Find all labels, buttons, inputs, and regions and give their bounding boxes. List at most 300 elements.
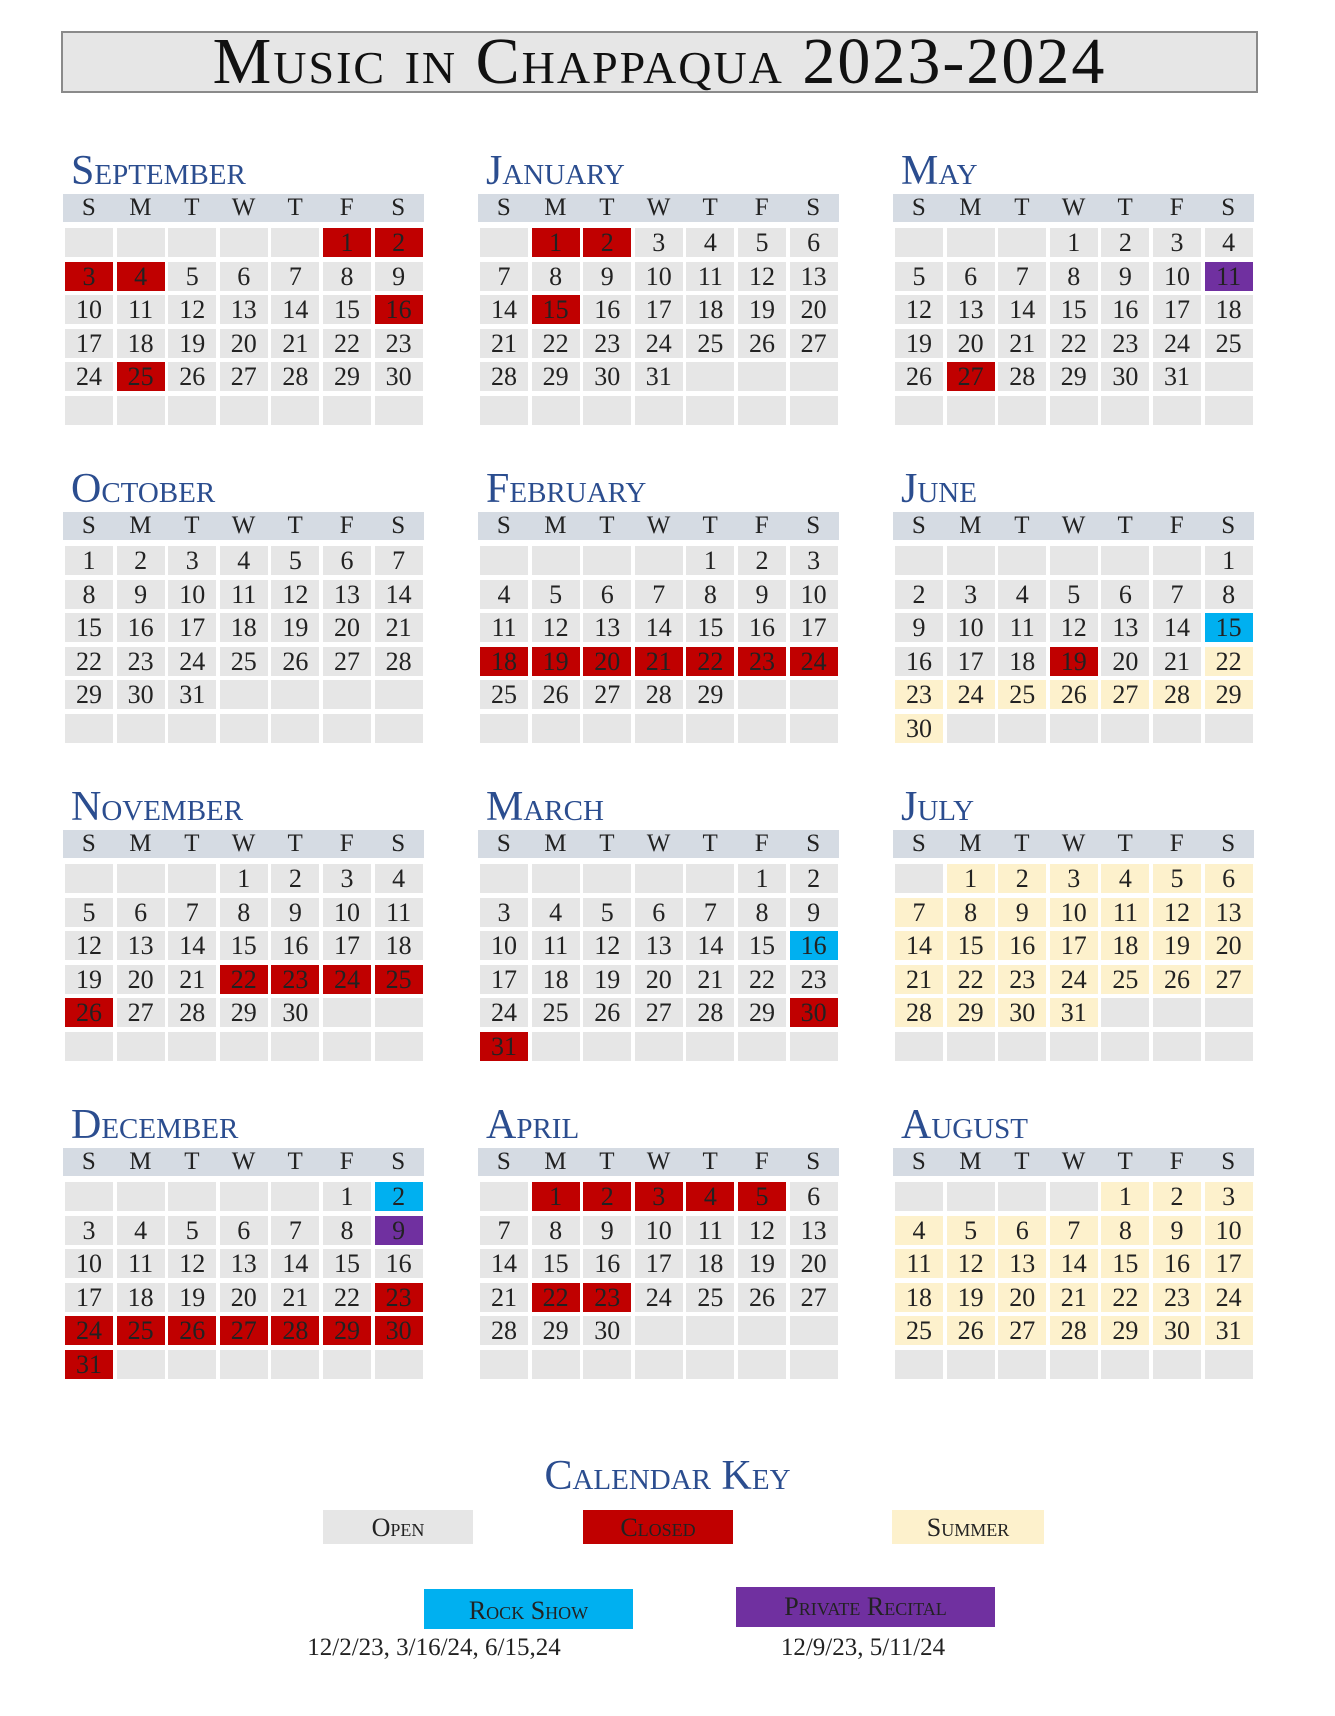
weekday-label: T — [702, 512, 718, 539]
day-cell: 25 — [375, 965, 423, 994]
day-cell: 15 — [947, 931, 995, 960]
day-cell: 29 — [532, 362, 580, 391]
day-cell: 1 — [323, 1182, 371, 1211]
weekday-label: W — [646, 194, 671, 221]
empty-cell — [998, 1350, 1046, 1379]
empty-cell — [998, 546, 1046, 575]
weekday-label: W — [1061, 512, 1086, 539]
day-cell: 12 — [168, 1249, 216, 1278]
day-cell: 9 — [375, 1216, 423, 1245]
day-cell: 16 — [117, 613, 165, 642]
empty-cell — [738, 1032, 786, 1061]
day-cell: 3 — [1153, 228, 1201, 257]
empty-cell — [635, 714, 683, 743]
empty-cell — [583, 864, 631, 893]
day-cell: 8 — [323, 1216, 371, 1245]
day-cell: 24 — [65, 1316, 113, 1345]
weekday-label: W — [231, 1148, 256, 1175]
day-cell: 22 — [220, 965, 268, 994]
weekday-label: W — [646, 830, 671, 857]
day-cell: 26 — [168, 1316, 216, 1345]
day-cell: 10 — [168, 580, 216, 609]
empty-cell — [271, 228, 319, 257]
day-cell: 16 — [583, 1249, 631, 1278]
day-cell: 16 — [375, 1249, 423, 1278]
empty-cell — [1101, 1032, 1149, 1061]
day-cell: 3 — [1050, 864, 1098, 893]
day-cell: 17 — [480, 965, 528, 994]
day-cell: 7 — [895, 898, 943, 927]
weekday-label: F — [1169, 512, 1184, 539]
day-cell: 5 — [1153, 864, 1201, 893]
day-cell: 5 — [947, 1216, 995, 1245]
day-cell: 5 — [271, 546, 319, 575]
weekday-label: T — [702, 830, 718, 857]
day-cell: 17 — [168, 613, 216, 642]
weekday-label: T — [599, 512, 615, 539]
empty-cell — [998, 1032, 1046, 1061]
day-cell: 15 — [323, 295, 371, 324]
day-cell: 17 — [323, 931, 371, 960]
weekday-label: F — [754, 512, 769, 539]
empty-cell — [686, 1032, 734, 1061]
day-cell: 9 — [271, 898, 319, 927]
day-cell: 2 — [998, 864, 1046, 893]
day-cell: 27 — [790, 1283, 838, 1312]
empty-cell — [947, 1182, 995, 1211]
day-cell: 1 — [1205, 546, 1253, 575]
day-cell: 14 — [998, 295, 1046, 324]
day-cell: 8 — [947, 898, 995, 927]
weekday-header — [893, 830, 1254, 858]
day-cell: 28 — [635, 680, 683, 709]
day-cell: 15 — [532, 295, 580, 324]
day-cell: 16 — [583, 295, 631, 324]
empty-cell — [220, 1182, 268, 1211]
day-cell: 13 — [1205, 898, 1253, 927]
day-cell: 7 — [480, 1216, 528, 1245]
empty-cell — [686, 1350, 734, 1379]
day-cell: 24 — [168, 647, 216, 676]
empty-cell — [790, 362, 838, 391]
day-cell: 12 — [895, 295, 943, 324]
weekday-header — [893, 1148, 1254, 1176]
empty-cell — [686, 1316, 734, 1345]
month-name: April — [486, 1102, 580, 1148]
month-name: October — [71, 466, 216, 512]
day-cell: 29 — [686, 680, 734, 709]
empty-cell — [532, 1350, 580, 1379]
weekday-header — [478, 194, 839, 222]
day-cell: 20 — [323, 613, 371, 642]
day-cell: 11 — [998, 613, 1046, 642]
day-cell: 23 — [738, 647, 786, 676]
day-cell: 7 — [480, 262, 528, 291]
weekday-label: W — [231, 194, 256, 221]
empty-cell — [480, 864, 528, 893]
day-cell: 10 — [323, 898, 371, 927]
weekday-label: T — [702, 194, 718, 221]
weekday-label: S — [391, 830, 406, 857]
day-cell: 28 — [271, 1316, 319, 1345]
day-cell: 13 — [998, 1249, 1046, 1278]
day-cell: 16 — [375, 295, 423, 324]
empty-cell — [480, 1182, 528, 1211]
day-cell: 27 — [117, 998, 165, 1027]
empty-cell — [895, 1182, 943, 1211]
empty-cell — [947, 396, 995, 425]
day-cell: 22 — [323, 1283, 371, 1312]
day-cell: 3 — [947, 580, 995, 609]
empty-cell — [583, 1032, 631, 1061]
day-cell: 10 — [480, 931, 528, 960]
day-cell: 5 — [895, 262, 943, 291]
weekday-label: T — [599, 1148, 615, 1175]
day-cell: 31 — [168, 680, 216, 709]
month-name: May — [901, 148, 978, 194]
empty-cell — [375, 1350, 423, 1379]
weekday-label: S — [81, 830, 96, 857]
day-cell: 10 — [1205, 1216, 1253, 1245]
weekday-label: S — [496, 830, 511, 857]
weekday-label: T — [287, 1148, 303, 1175]
day-cell: 8 — [323, 262, 371, 291]
day-cell: 15 — [738, 931, 786, 960]
day-cell: 27 — [220, 362, 268, 391]
day-cell: 4 — [220, 546, 268, 575]
page-title: Music in Chappaqua 2023-2024 — [212, 25, 1107, 98]
weekday-label: S — [911, 512, 926, 539]
empty-cell — [947, 1032, 995, 1061]
day-cell: 24 — [790, 647, 838, 676]
weekday-label: S — [806, 194, 821, 221]
weekday-label: F — [339, 512, 354, 539]
day-cell: 15 — [532, 1249, 580, 1278]
day-cell: 20 — [1205, 931, 1253, 960]
day-cell: 2 — [1153, 1182, 1201, 1211]
day-cell: 1 — [738, 864, 786, 893]
empty-cell — [790, 680, 838, 709]
day-cell: 6 — [1101, 580, 1149, 609]
day-cell: 23 — [583, 329, 631, 358]
empty-cell — [271, 680, 319, 709]
day-cell: 20 — [1101, 647, 1149, 676]
day-cell: 15 — [220, 931, 268, 960]
empty-cell — [117, 1032, 165, 1061]
day-cell: 29 — [1205, 680, 1253, 709]
month-name: December — [71, 1102, 239, 1148]
day-cell: 12 — [1050, 613, 1098, 642]
empty-cell — [635, 1316, 683, 1345]
weekday-label: S — [1221, 194, 1236, 221]
day-cell: 11 — [1205, 262, 1253, 291]
day-cell: 19 — [895, 329, 943, 358]
weekday-label: T — [1014, 512, 1030, 539]
day-cell: 22 — [65, 647, 113, 676]
empty-cell — [790, 714, 838, 743]
empty-cell — [1153, 1032, 1201, 1061]
day-cell: 19 — [738, 1249, 786, 1278]
day-cell: 2 — [895, 580, 943, 609]
day-cell: 24 — [1205, 1283, 1253, 1312]
day-cell: 27 — [998, 1316, 1046, 1345]
empty-cell — [1153, 998, 1201, 1027]
day-cell: 5 — [738, 228, 786, 257]
month-name: August — [901, 1102, 1029, 1148]
day-cell: 13 — [1101, 613, 1149, 642]
weekday-label: M — [959, 830, 982, 857]
weekday-label: F — [754, 1148, 769, 1175]
empty-cell — [1153, 546, 1201, 575]
day-cell: 19 — [271, 613, 319, 642]
day-cell: 7 — [375, 546, 423, 575]
day-cell: 27 — [635, 998, 683, 1027]
day-cell: 1 — [686, 546, 734, 575]
day-cell: 22 — [947, 965, 995, 994]
day-cell: 3 — [168, 546, 216, 575]
day-cell: 5 — [1050, 580, 1098, 609]
weekday-label: S — [1221, 512, 1236, 539]
day-cell: 25 — [686, 1283, 734, 1312]
empty-cell — [895, 864, 943, 893]
day-cell: 27 — [1205, 965, 1253, 994]
day-cell: 6 — [790, 228, 838, 257]
day-cell: 30 — [1153, 1316, 1201, 1345]
day-cell: 19 — [532, 647, 580, 676]
weekday-header — [893, 194, 1254, 222]
empty-cell — [947, 1350, 995, 1379]
weekday-label: M — [959, 194, 982, 221]
empty-cell — [65, 396, 113, 425]
day-cell: 25 — [686, 329, 734, 358]
empty-cell — [323, 1350, 371, 1379]
weekday-label: S — [806, 830, 821, 857]
day-cell: 19 — [168, 329, 216, 358]
empty-cell — [532, 546, 580, 575]
weekday-label: T — [184, 194, 200, 221]
day-cell: 2 — [375, 228, 423, 257]
day-cell: 28 — [168, 998, 216, 1027]
day-cell: 30 — [375, 1316, 423, 1345]
day-cell: 1 — [1101, 1182, 1149, 1211]
day-cell: 11 — [117, 295, 165, 324]
day-cell: 3 — [1205, 1182, 1253, 1211]
day-cell: 15 — [686, 613, 734, 642]
weekday-header — [893, 512, 1254, 540]
weekday-label: T — [599, 830, 615, 857]
empty-cell — [738, 1316, 786, 1345]
day-cell: 29 — [65, 680, 113, 709]
day-cell: 20 — [220, 1283, 268, 1312]
empty-cell — [220, 680, 268, 709]
day-cell: 7 — [635, 580, 683, 609]
day-cell: 23 — [375, 1283, 423, 1312]
day-cell: 6 — [583, 580, 631, 609]
day-cell: 21 — [480, 1283, 528, 1312]
day-cell: 22 — [686, 647, 734, 676]
day-cell: 26 — [583, 998, 631, 1027]
day-cell: 7 — [168, 898, 216, 927]
day-cell: 26 — [1050, 680, 1098, 709]
day-cell: 20 — [635, 965, 683, 994]
day-cell: 21 — [1050, 1283, 1098, 1312]
day-cell: 22 — [1050, 329, 1098, 358]
empty-cell — [480, 396, 528, 425]
day-cell: 9 — [583, 1216, 631, 1245]
day-cell: 12 — [947, 1249, 995, 1278]
day-cell: 22 — [532, 329, 580, 358]
empty-cell — [998, 714, 1046, 743]
weekday-header — [63, 830, 424, 858]
empty-cell — [1205, 362, 1253, 391]
month-name: March — [486, 784, 604, 830]
day-cell: 15 — [1050, 295, 1098, 324]
weekday-label: S — [391, 194, 406, 221]
weekday-label: W — [1061, 194, 1086, 221]
day-cell: 26 — [947, 1316, 995, 1345]
weekday-header — [478, 512, 839, 540]
day-cell: 15 — [65, 613, 113, 642]
day-cell: 16 — [895, 647, 943, 676]
day-cell: 10 — [1153, 262, 1201, 291]
day-cell: 19 — [738, 295, 786, 324]
empty-cell — [1153, 396, 1201, 425]
empty-cell — [1101, 546, 1149, 575]
empty-cell — [1050, 1032, 1098, 1061]
day-cell: 30 — [1101, 362, 1149, 391]
day-cell: 31 — [1050, 998, 1098, 1027]
day-cell: 23 — [375, 329, 423, 358]
day-cell: 4 — [1205, 228, 1253, 257]
day-cell: 13 — [220, 295, 268, 324]
day-cell: 18 — [1205, 295, 1253, 324]
day-cell: 9 — [117, 580, 165, 609]
day-cell: 26 — [738, 329, 786, 358]
day-cell: 26 — [532, 680, 580, 709]
empty-cell — [480, 228, 528, 257]
empty-cell — [323, 396, 371, 425]
empty-cell — [1101, 396, 1149, 425]
key-rock-show: Rock Show — [424, 1589, 633, 1629]
empty-cell — [271, 396, 319, 425]
empty-cell — [323, 998, 371, 1027]
day-cell: 27 — [790, 329, 838, 358]
rock-show-dates: 12/2/23, 3/16/24, 6/15,24 — [307, 1634, 561, 1661]
empty-cell — [635, 1032, 683, 1061]
day-cell: 7 — [686, 898, 734, 927]
empty-cell — [895, 1350, 943, 1379]
day-cell: 28 — [1050, 1316, 1098, 1345]
day-cell: 12 — [583, 931, 631, 960]
day-cell: 4 — [117, 1216, 165, 1245]
empty-cell — [1205, 714, 1253, 743]
day-cell: 9 — [1153, 1216, 1201, 1245]
day-cell: 26 — [65, 998, 113, 1027]
day-cell: 23 — [583, 1283, 631, 1312]
empty-cell — [220, 714, 268, 743]
day-cell: 23 — [895, 680, 943, 709]
empty-cell — [271, 714, 319, 743]
day-cell: 26 — [1153, 965, 1201, 994]
weekday-header — [63, 194, 424, 222]
day-cell: 17 — [1205, 1249, 1253, 1278]
day-cell: 4 — [532, 898, 580, 927]
day-cell: 14 — [895, 931, 943, 960]
day-cell: 6 — [117, 898, 165, 927]
empty-cell — [738, 680, 786, 709]
empty-cell — [117, 1182, 165, 1211]
empty-cell — [271, 1350, 319, 1379]
day-cell: 31 — [1153, 362, 1201, 391]
empty-cell — [947, 714, 995, 743]
empty-cell — [117, 1350, 165, 1379]
day-cell: 8 — [686, 580, 734, 609]
weekday-label: M — [959, 1148, 982, 1175]
empty-cell — [271, 1182, 319, 1211]
day-cell: 7 — [998, 262, 1046, 291]
day-cell: 5 — [583, 898, 631, 927]
key-closed: Closed — [583, 1510, 733, 1544]
empty-cell — [1153, 1350, 1201, 1379]
day-cell: 15 — [1205, 613, 1253, 642]
day-cell: 16 — [738, 613, 786, 642]
empty-cell — [998, 228, 1046, 257]
weekday-label: S — [81, 1148, 96, 1175]
day-cell: 18 — [532, 965, 580, 994]
day-cell: 21 — [271, 329, 319, 358]
weekday-label: S — [81, 512, 96, 539]
empty-cell — [947, 228, 995, 257]
weekday-label: T — [1014, 194, 1030, 221]
day-cell: 3 — [635, 1182, 683, 1211]
day-cell: 5 — [532, 580, 580, 609]
day-cell: 13 — [117, 931, 165, 960]
day-cell: 18 — [117, 329, 165, 358]
day-cell: 29 — [323, 362, 371, 391]
day-cell: 8 — [738, 898, 786, 927]
day-cell: 5 — [168, 262, 216, 291]
day-cell: 12 — [271, 580, 319, 609]
day-cell: 10 — [947, 613, 995, 642]
empty-cell — [65, 714, 113, 743]
weekday-label: M — [544, 512, 567, 539]
day-cell: 3 — [65, 262, 113, 291]
day-cell: 11 — [686, 262, 734, 291]
day-cell: 14 — [635, 613, 683, 642]
empty-cell — [220, 1350, 268, 1379]
day-cell: 12 — [532, 613, 580, 642]
weekday-label: F — [754, 194, 769, 221]
day-cell: 6 — [220, 1216, 268, 1245]
day-cell: 30 — [375, 362, 423, 391]
day-cell: 25 — [532, 998, 580, 1027]
day-cell: 17 — [1153, 295, 1201, 324]
empty-cell — [1050, 1182, 1098, 1211]
day-cell: 13 — [635, 931, 683, 960]
weekday-label: S — [391, 512, 406, 539]
empty-cell — [480, 1350, 528, 1379]
day-cell: 9 — [583, 262, 631, 291]
day-cell: 12 — [1153, 898, 1201, 927]
day-cell: 3 — [65, 1216, 113, 1245]
day-cell: 30 — [271, 998, 319, 1027]
day-cell: 21 — [168, 965, 216, 994]
weekday-header — [63, 1148, 424, 1176]
weekday-label: T — [287, 512, 303, 539]
day-cell: 23 — [117, 647, 165, 676]
day-cell: 14 — [480, 1249, 528, 1278]
day-cell: 28 — [480, 1316, 528, 1345]
